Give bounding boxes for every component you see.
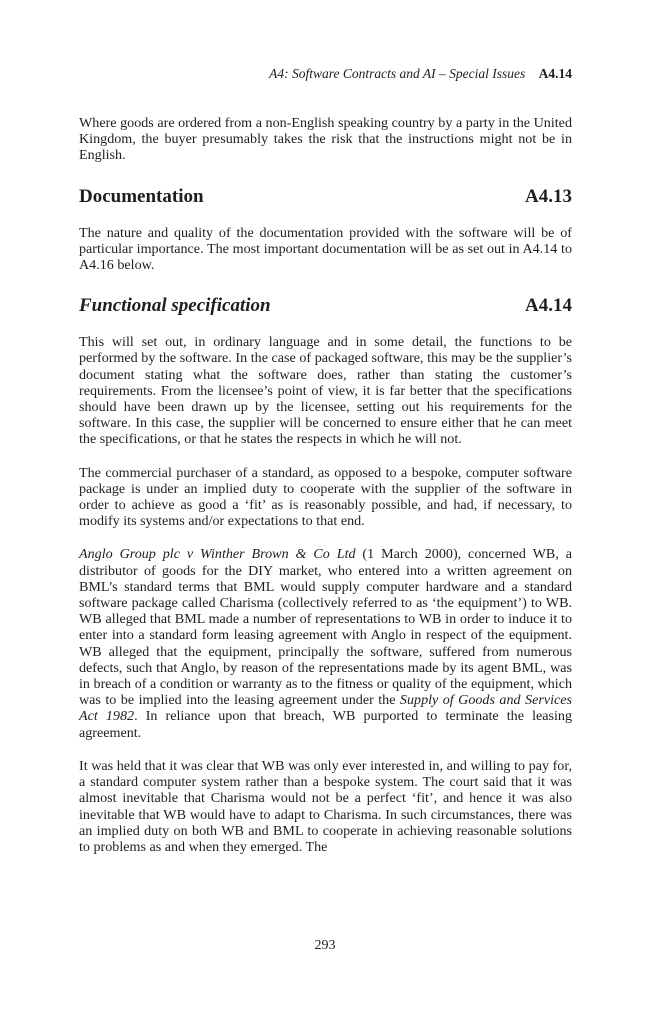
section-title: Documentation bbox=[79, 185, 204, 207]
case-text-a: (1 March 2000), concerned WB, a distributor of goods for the DIY market, who entered into a written agreement on BML’s standard terms that BML would supply computer hardware and a standard software package called Charisma (collectively referred to as ‘the equipment’) to WB. WB alleged that BML made a number of representations to WB in order to induce it to enter into a standard form leasing agreement with Anglo in respect of the equipment. WB alleged that the equipment, principally the software, suffered from numerous defects, such that Anglo, by reason of the representations made by its agent BML, was in breach of a condition or warranty as to the fitness or quality of the equipment, which was to be implied into the leasing agreement under the bbox=[79, 546, 572, 709]
section-title: Functional specification bbox=[79, 295, 271, 317]
page-number: 293 bbox=[314, 938, 336, 953]
case-text-b: . In reliance upon that breach, WB purported to terminate the leasing agreement. bbox=[79, 708, 572, 741]
statute-name: Supply of Goods and Services Act 1982 bbox=[79, 692, 572, 725]
case-name: Anglo Group plc v Winther Brown & Co Ltd bbox=[79, 546, 356, 563]
holding-paragraph: It was held that it was clear that WB was only ever interested in, and willing to pay for, a standard computer system rather than a bespoke system. The court said that it was almost inevitable that Charisma would not be a perfect ‘fit’, and hence it was also inevitable that WB would have to adapt to Charisma. In such circumstances, there was an implied duty on both WB and BML to cooperate in achieving reasonable solutions to problems as and when they emerged. The bbox=[79, 757, 572, 855]
functional-spec-paragraph-1: This will set out, in ordinary language and in some detail, the functions to be performed by the software. In the case of packaged software, this may be the supplier’s document stating what the software does, rather than stating the customer’s requirements. From the licensee’s point of view, it is far better that the specifications should have been drawn up by the licensee, setting out his requirements for the software. In this case, the supplier will be concerned to ensure either that he can meet the specifications, or that he states the respects in which he will not. bbox=[79, 334, 572, 448]
running-header bbox=[269, 66, 572, 82]
case-paragraph bbox=[79, 546, 572, 740]
section-number: A4.14 bbox=[525, 295, 572, 317]
section-heading-documentation bbox=[79, 186, 572, 208]
running-title: A4: Software Contracts and AI – Special Issues bbox=[269, 66, 526, 81]
running-section-number: A4.14 bbox=[538, 66, 572, 81]
intro-paragraph: Where goods are ordered from a non-English speaking country by a party in the United Kingdom, the buyer presumably takes the risk that the instructions might not be in English. bbox=[79, 115, 572, 164]
functional-spec-paragraph-2: The commercial purchaser of a standard, as opposed to a bespoke, computer software package is under an implied duty to cooperate with the supplier of the software in order to achieve as good a ‘fit’ as is reasonably possible, and had, if necessary, to modify its systems and/or expectations to that end. bbox=[79, 464, 572, 530]
documentation-paragraph: The nature and quality of the documentation provided with the software will be of particular importance. The most important documentation will be as set out in A4.14 to A4.16 below. bbox=[79, 224, 572, 274]
page-body bbox=[79, 115, 572, 872]
section-heading-functional-specification bbox=[79, 295, 572, 317]
section-number: A4.13 bbox=[525, 185, 572, 207]
